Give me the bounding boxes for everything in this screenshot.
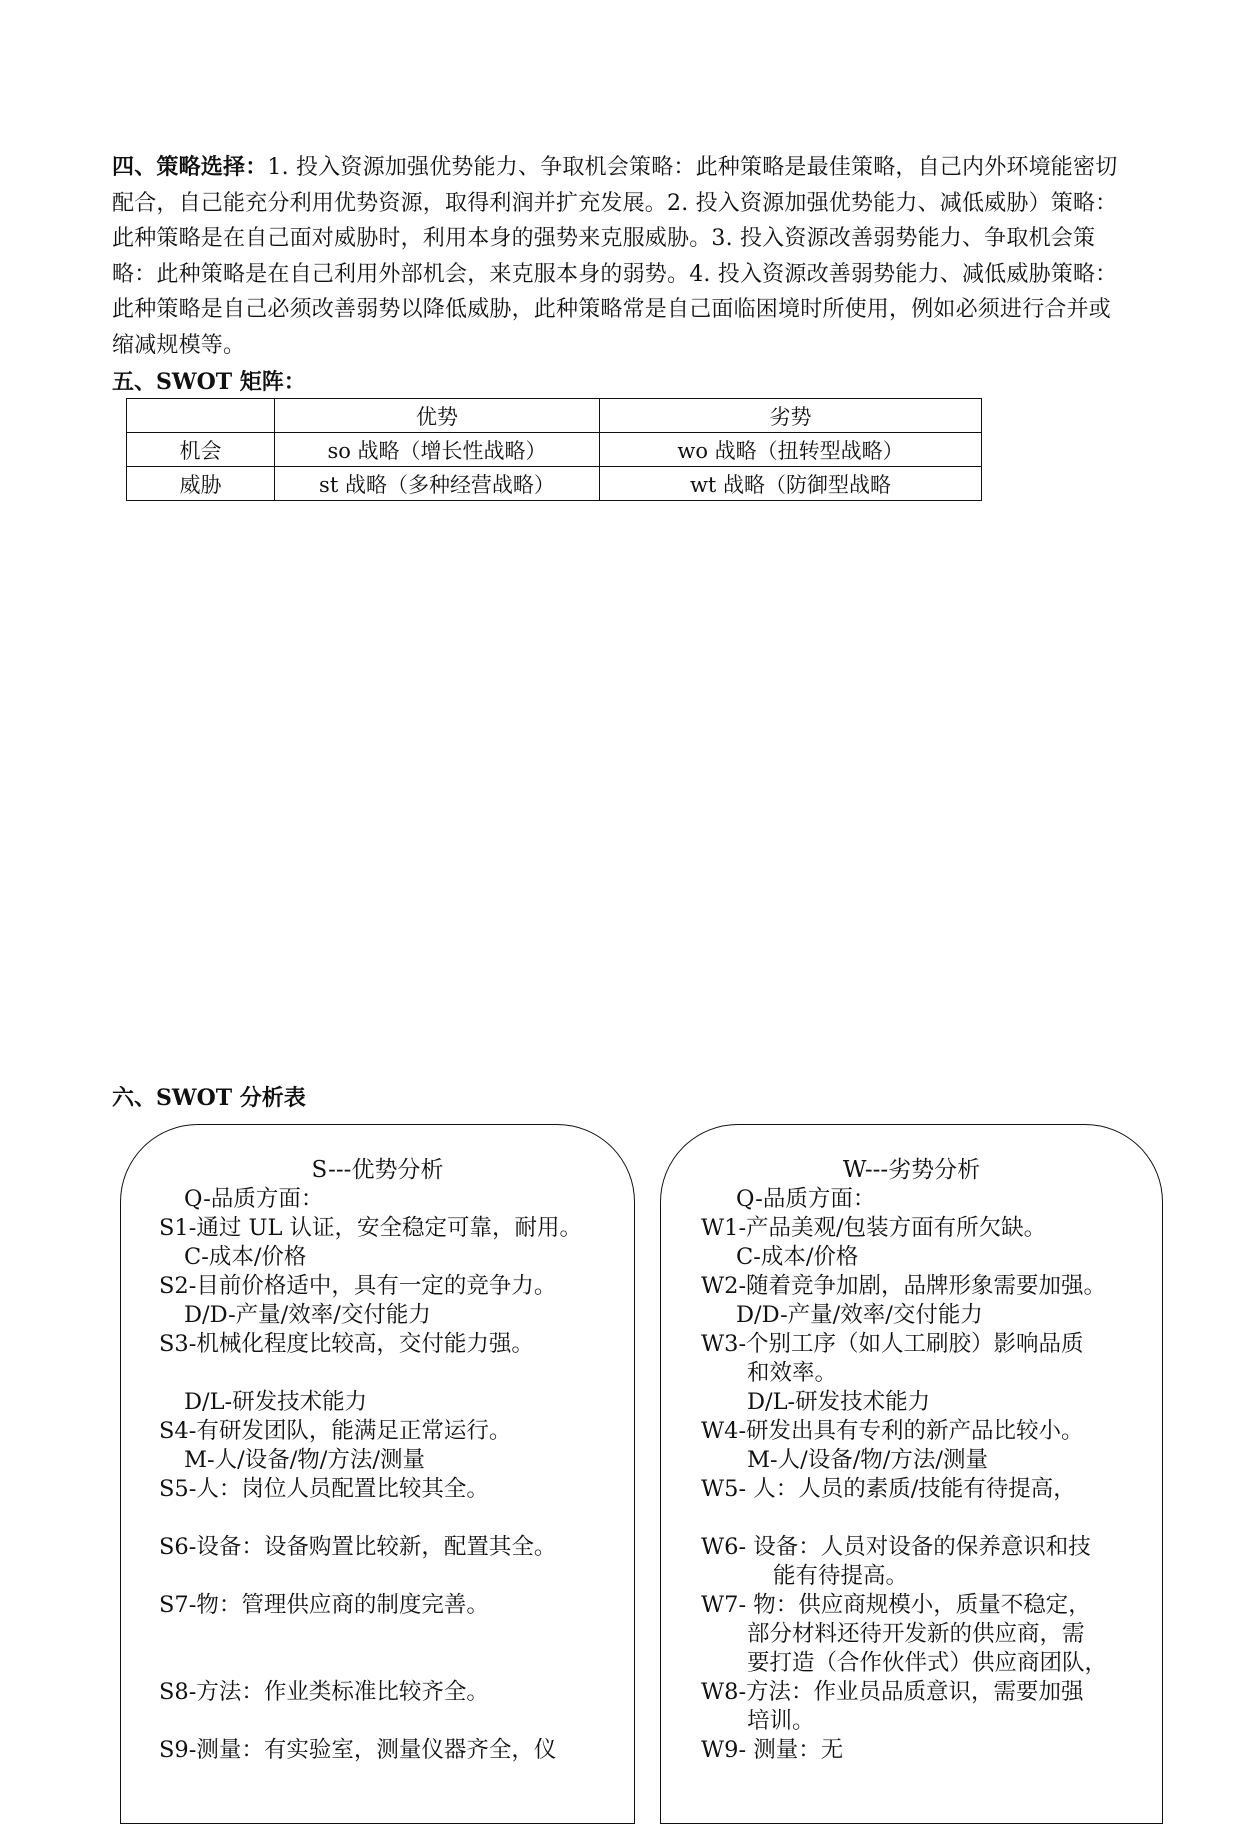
weaknesses-box [660, 1124, 1163, 1824]
strengths-line: S9-测量：有实验室，测量仪器齐全，仪 [159, 1737, 557, 1763]
table-row [127, 433, 982, 467]
weaknesses-title: W---劣势分析 [842, 1157, 981, 1183]
weaknesses-line: M-人/设备/物/方法/测量 [747, 1447, 988, 1473]
strengths-line: C-成本/价格 [184, 1244, 307, 1270]
table-cell: st 战略（多种经营战略） [275, 467, 600, 501]
weaknesses-line: W4-研发出具有专利的新产品比较小。 [701, 1418, 1084, 1444]
strengths-line: S5-人：岗位人员配置比较其全。 [159, 1476, 489, 1502]
strategy-selection-body: 1. 投入资源加强优势能力、争取机会策略：此种策略是最佳策略，自己内外环境能密切配合，自己能充分利用优势资源，取得利润并扩充发展。2. 投入资源加强优势能力、减低威胁）策略：此种策略是在自己面对威胁时，利用本身的强势来克服威胁。3. 投入资源改善弱势能力、争取机会策略：此种策略是在自己利用外部机会，来克服本身的弱势。4. 投入资源改善弱势能力、减低威胁策略：此种策略是自己必须改善弱势以降低威胁，此种策略常是自己面临困境时所使用，例如必须进行合并或缩减规模等。 [112, 155, 1118, 358]
strengths-title: S---优势分析 [311, 1157, 444, 1183]
table-row [127, 467, 982, 501]
weaknesses-line: 要打造（合作伙伴式）供应商团队， [747, 1650, 1108, 1676]
weaknesses-line: W9- 测量：无 [701, 1737, 844, 1763]
table-cell: wt 战略（防御型战略 [600, 467, 982, 501]
table-cell [127, 399, 275, 433]
weaknesses-line: W1-产品美观/包装方面有所欠缺。 [701, 1215, 1047, 1241]
strengths-box [120, 1124, 635, 1824]
strengths-line: S7-物：管理供应商的制度完善。 [159, 1592, 489, 1618]
weaknesses-line: D/D-产量/效率/交付能力 [736, 1302, 983, 1328]
weaknesses-line: W8-方法：作业员品质意识，需要加强 [701, 1679, 1084, 1705]
strengths-line: S1-通过 UL 认证，安全稳定可靠，耐用。 [159, 1215, 583, 1241]
strategy-selection-heading: 四、策略选择： [112, 154, 268, 180]
weaknesses-line: W2-随着竞争加剧，品牌形象需要加强。 [701, 1273, 1107, 1299]
weaknesses-line: 能有待提高。 [773, 1563, 909, 1589]
strengths-line: Q-品质方面： [184, 1186, 324, 1212]
strengths-line: S3-机械化程度比较高，交付能力强。 [159, 1331, 534, 1357]
strengths-line: D/L-研发技术能力 [184, 1389, 368, 1415]
weaknesses-line: 部分材料还待开发新的供应商，需 [747, 1621, 1085, 1647]
table-cell: 劣势 [600, 399, 982, 433]
weaknesses-line: 和效率。 [747, 1360, 838, 1386]
strengths-line: S6-设备：设备购置比较新，配置其全。 [159, 1534, 557, 1560]
weaknesses-line: C-成本/价格 [736, 1244, 859, 1270]
weaknesses-line: W6- 设备：人员对设备的保养意识和技 [701, 1534, 1091, 1560]
strengths-line: S2-目前价格适中，具有一定的竞争力。 [159, 1273, 557, 1299]
weaknesses-line: W3-个别工序（如人工刷胶）影响品质 [701, 1331, 1084, 1357]
strengths-line: D/D-产量/效率/交付能力 [184, 1302, 431, 1328]
table-cell: so 战略（增长性战略） [275, 433, 600, 467]
weaknesses-line: W7- 物：供应商规模小，质量不稳定， [701, 1592, 1091, 1618]
swot-analysis-heading: 六、SWOT 分析表 [112, 1085, 306, 1111]
table-cell: 优势 [275, 399, 600, 433]
weaknesses-line: W5- 人：人员的素质/技能有待提高， [701, 1476, 1076, 1502]
strengths-line: S4-有研发团队，能满足正常运行。 [159, 1418, 512, 1444]
swot-matrix-table [126, 398, 982, 501]
table-cell: 威胁 [127, 467, 275, 501]
swot-matrix-heading: 五、SWOT 矩阵： [112, 369, 306, 395]
weaknesses-line: 培训。 [747, 1708, 815, 1734]
table-cell: 机会 [127, 433, 275, 467]
weaknesses-line: D/L-研发技术能力 [747, 1389, 931, 1415]
weaknesses-line: Q-品质方面： [736, 1186, 876, 1212]
strengths-line: S8-方法：作业类标准比较齐全。 [159, 1679, 489, 1705]
strategy-selection-paragraph [112, 150, 1132, 363]
table-cell: wo 战略（扭转型战略） [600, 433, 982, 467]
table-header-row [127, 399, 982, 433]
strengths-line: M-人/设备/物/方法/测量 [184, 1447, 425, 1473]
